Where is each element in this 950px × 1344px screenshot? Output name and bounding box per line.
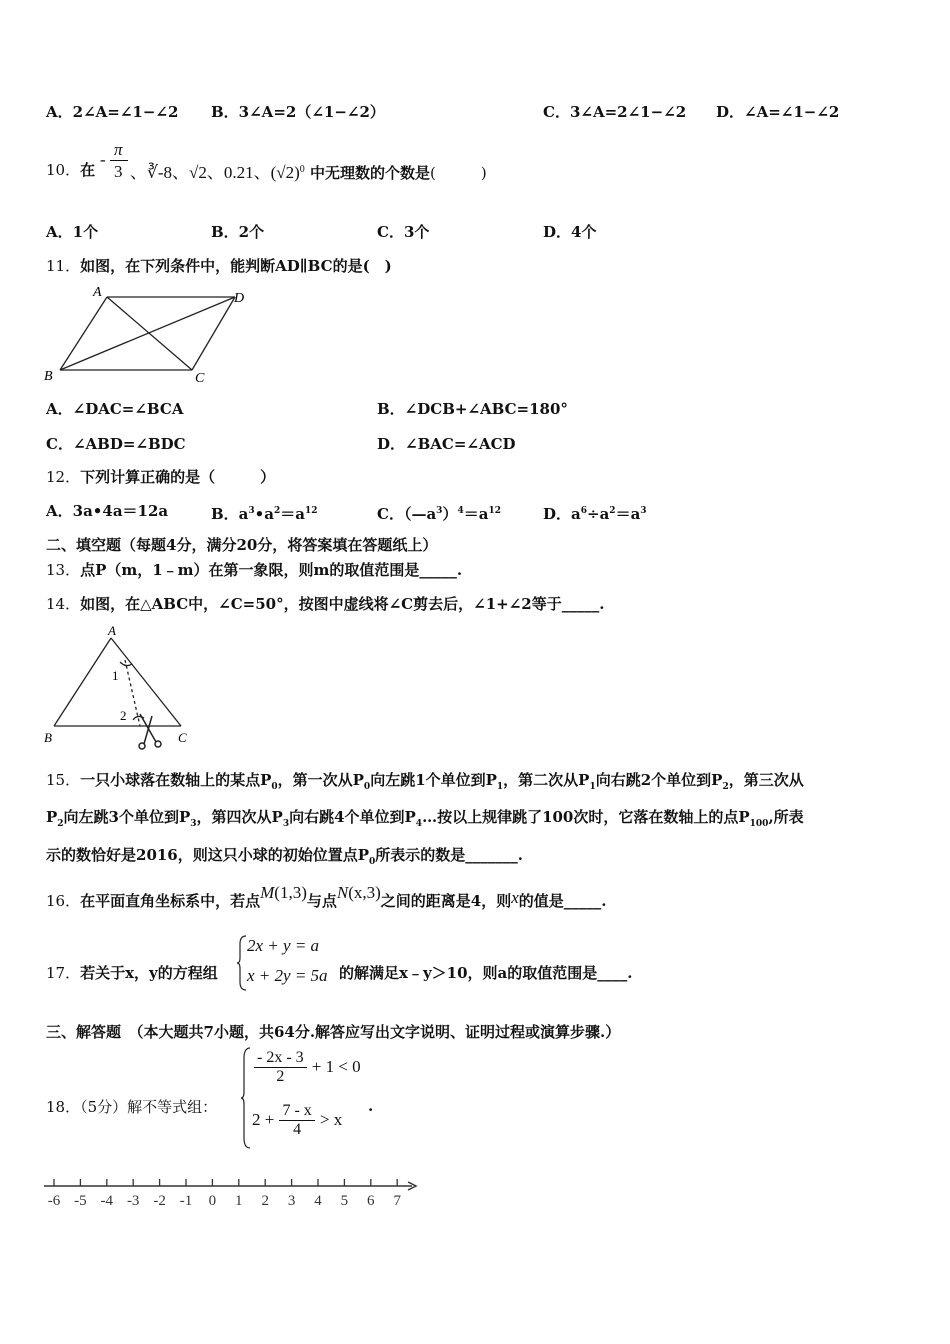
number-line-tick-label: 1 — [235, 1193, 243, 1209]
q10-frac-bar — [110, 160, 128, 161]
number-line-tick-label: 4 — [314, 1193, 322, 1209]
number-line-tick-label: -6 — [47, 1193, 61, 1209]
q12-option-c: C．$(—a^3)^4=a^{12}$ — [377, 505, 501, 523]
q9-option-d: D．∠A=∠1−∠2 — [716, 103, 840, 121]
q14-side-ab — [54, 638, 111, 726]
q13-text: 点P（m，1﹣m）在第一象限，则m的取值范围是_____. — [80, 561, 463, 579]
q12-option-d: D．$a^6\div a^2=a^3$ — [543, 505, 647, 523]
q10-number: 10． — [46, 161, 81, 179]
q11-option-d: D．∠BAC=∠ACD — [377, 435, 516, 453]
q10-pre: 在 — [80, 161, 96, 179]
q14-label-2: 2 — [120, 708, 127, 723]
question-10 — [46, 160, 95, 180]
question-12 — [46, 467, 275, 487]
q11-label-a: A — [93, 285, 102, 300]
q10-post: 中无理数的个数是 — [309, 164, 430, 182]
q11-parallelogram-figure — [40, 284, 260, 388]
number-line — [40, 1172, 430, 1212]
number-line-tick-label: -4 — [100, 1193, 114, 1209]
q10-option-d: D．4个 — [543, 223, 597, 241]
question-13 — [46, 560, 462, 580]
section-2-heading: 二、填空题（每题4分，满分20分，将答案填在答题纸上） — [46, 536, 438, 554]
section-3-heading: 三、解答题 （本大题共7小题，共64分.解答应写出文字说明、证明过程或演算步骤.） — [46, 1023, 621, 1041]
q14-label-1: 1 — [112, 668, 119, 683]
q14-triangle-figure — [40, 622, 200, 750]
q12-option-a: A．3a•4a＝12a — [46, 502, 169, 520]
q11-side-cd — [192, 297, 235, 370]
q13-number: 13． — [46, 561, 81, 579]
q10-option-a: A．1个 — [46, 223, 99, 241]
q9-option-c: C．3∠A=2∠1−∠2 — [543, 103, 687, 121]
scissors-icon — [139, 714, 161, 749]
question-17-post: 的解满足x﹣y＞10，则a的取值范围是____. — [339, 964, 633, 982]
number-line-tick-label: -5 — [74, 1193, 87, 1209]
q11-text: 如图，在下列条件中，能判断AD∥BC的是( ) — [80, 257, 392, 275]
q11-side-ab — [60, 297, 107, 370]
q11-diagonal-ac — [107, 297, 192, 370]
q11-label-b: B — [44, 369, 53, 384]
q18-system-brace — [240, 1046, 252, 1150]
question-15-line-3: 示的数恰好是2016，则这只小球的初始位置点$P_0$所表示的数是_______. — [46, 846, 524, 867]
q10-option-c: C．3个 — [377, 223, 430, 241]
q14-label-a: A — [108, 623, 116, 638]
number-line-tick-label: -2 — [153, 1193, 166, 1209]
number-line-tick-label: 3 — [287, 1193, 296, 1209]
question-14 — [46, 594, 604, 614]
q16-point-n: N — [336, 883, 349, 902]
number-line-tick-label: -3 — [126, 1193, 140, 1209]
question-16: 16．在平面直角坐标系中，若点M(1,3)与点N(x,3)之间的距离是4，则x的值是_____. — [46, 883, 607, 910]
q10-pi: π — [114, 140, 123, 159]
q11-option-a: A．∠DAC=∠BCA — [46, 400, 184, 418]
number-line-tick-label: 6 — [367, 1193, 375, 1209]
q11-option-c: C．∠ABD=∠BDC — [46, 435, 186, 453]
q16-point-m: M — [260, 883, 275, 902]
q10-paren: ( ) — [429, 164, 487, 182]
number-line-tick-label: -1 — [179, 1193, 193, 1209]
q18-inequality-2: 2 + $\frac{7 - x}{4}$ > x — [252, 1102, 343, 1138]
number-line-tick-label: 7 — [393, 1193, 401, 1209]
q11-diagonal-bd — [60, 297, 235, 370]
q11-label-c: C — [195, 371, 205, 386]
number-line-tick-label: 2 — [261, 1193, 269, 1209]
number-line-tick-label: 0 — [208, 1193, 217, 1209]
q10-three: 3 — [114, 162, 123, 181]
question-11 — [46, 256, 392, 276]
q18-inequality-1: $\frac{- 2x - 3}{2}$ + 1 < 0 — [254, 1049, 361, 1086]
question-15-line-1: 15．一只小球落在数轴上的某点$P_0$，第一次从$P_0$向左跳1个单位到$P_1$，第二次从$P_1$向右跳2个单位到$P_2$，第三次从 — [46, 771, 804, 792]
q10-items-line — [130, 160, 487, 183]
q11-label-d: D — [234, 291, 245, 306]
q17-equation-2: x + 2y = 5a — [247, 966, 328, 985]
q9-option-b: B．3∠A=2（∠1−∠2） — [211, 103, 385, 121]
question-15-line-2: $P_2$向左跳3个单位到$P_3$，第四次从$P_3$向右跳4个单位到$P_4\dots$按以上规律跳了100次时，它落在数轴上的点$P_{100}$,所表 — [46, 808, 804, 829]
q9-option-a: A．2∠A=∠1−∠2 — [46, 103, 179, 121]
q14-text: 如图，在△ABC中，∠C=50°，按图中虚线将∠C剪去后，∠1+∠2等于_____. — [80, 595, 605, 613]
q12-number: 12． — [46, 468, 81, 486]
q11-option-b: B．∠DCB+∠ABC=180° — [377, 400, 568, 418]
q14-label-c: C — [178, 730, 187, 745]
q12-text: 下列计算正确的是（ ） — [80, 468, 276, 486]
q14-number: 14． — [46, 595, 81, 613]
q10-zero-exp: 0 — [299, 164, 305, 175]
number-line-tick-label: 5 — [340, 1193, 349, 1209]
q18-end-dot: . — [368, 1097, 374, 1115]
q12-option-b: B．$a^3•a^2=a^{12}$ — [211, 505, 318, 523]
q11-number: 11． — [46, 257, 81, 275]
q17-equation-1: 2x + y = a — [247, 936, 320, 955]
question-17-pre: 17．若关于x，y的方程组 — [46, 964, 218, 982]
question-18: 18．（5分）解不等式组： — [46, 1098, 218, 1116]
q10-option-b: B．2个 — [211, 223, 265, 241]
q10-items: 、∛-8、√2、0.21、(√2) — [130, 163, 300, 182]
q14-label-b: B — [44, 730, 52, 745]
